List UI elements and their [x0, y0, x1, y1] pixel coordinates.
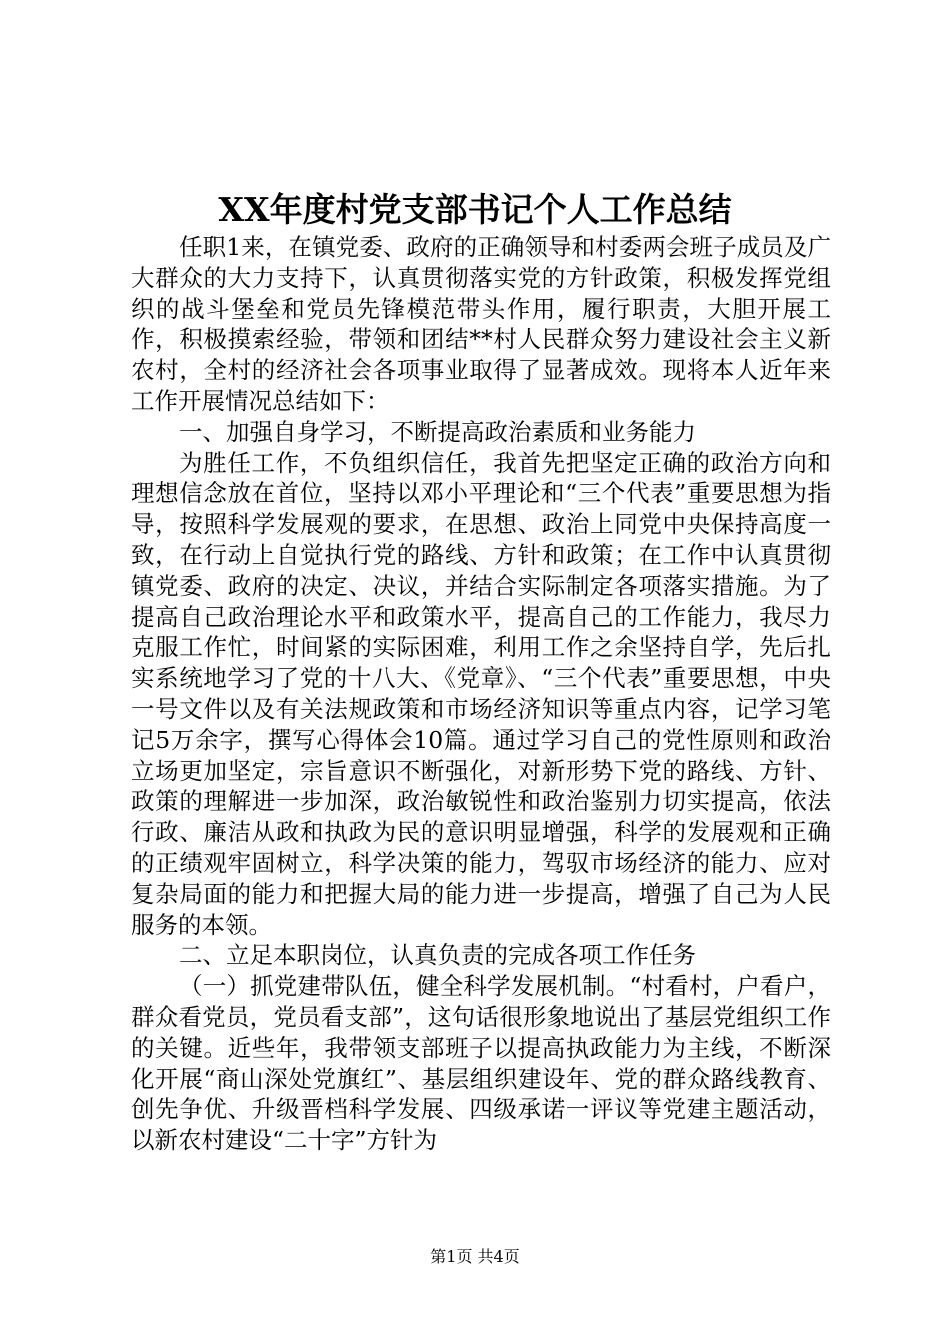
- section-heading-2: 二、立足本职岗位，认真负责的完成各项工作任务: [179, 941, 696, 970]
- paragraph-intro: 任职1来，在镇党委、政府的正确领导和村委两会班子成员及广大群众的大力支持下，认真贯彻落实党的方针政策，积极发挥党组织的战斗堡垒和党员先锋模范带头作用，履行职责，大胆开展工作，积极摸索经验，带领和团结**村人民群众努力建设社会主义新农村，全村的经济社会各项事业取得了显著成效。现将本人近年来工作开展情况总结如下：: [131, 233, 831, 415]
- document-body: [131, 232, 831, 1156]
- document-title: XX年度村党支部书记个人工作总结: [218, 190, 732, 229]
- paragraph-party-building: （一）抓党建带队伍，健全科学发展机制。“村看村，户看户，群众看党员，党员看支部”，这句话很形象地说出了基层党组织工作的关键。近些年，我带领支部班子以提高执政能力为主线，不断深化开展“商山深处党旗红”、基层组织建设年、党的群众路线教育、创先争优、升级晋档科学发展、四级承诺一评议等党建主题活动，以新农村建设“二十字”方针为: [131, 972, 831, 1155]
- paragraph-study: 为胜任工作，不负组织信任，我首先把坚定正确的政治方向和理想信念放在首位，坚持以邓小平理论和“三个代表”重要思想为指导，按照科学发展观的要求，在思想、政治上同党中央保持高度一致，在行动上自觉执行党的路线、方针和政策；在工作中认真贯彻镇党委、政府的决定、决议，并结合实际制定各项落实措施。为了提高自己政治理论水平和政策水平，提高自己的工作能力，我尽力克服工作忙，时间紧的实际困难，利用工作之余坚持自学，先后扎实系统地学习了党的十八大、《党章》、“三个代表”重要思想，中央一号文件以及有关法规政策和市场经济知识等重点内容，记学习笔记5万余字，撰写心得体会10篇。通过学习自己的党性原则和政治立场更加坚定，宗旨意识不断强化，对新形势下党的路线、方针、政策的理解进一步加深，政治敏锐性和政治鉴别力切实提高，依法行政、廉洁从政和执政为民的意识明显增强，科学的发展观和正确的正绩观牢固树立，科学决策的能力，驾驭市场经济的能力、应对复杂局面的能力和把握大局的能力进一步提高，增强了自己为人民服务的本领。: [131, 448, 831, 939]
- page-number-footer: 第1页 共4页: [430, 1247, 520, 1266]
- section-heading-1: 一、加强自身学习，不断提高政治素质和业务能力: [179, 417, 696, 446]
